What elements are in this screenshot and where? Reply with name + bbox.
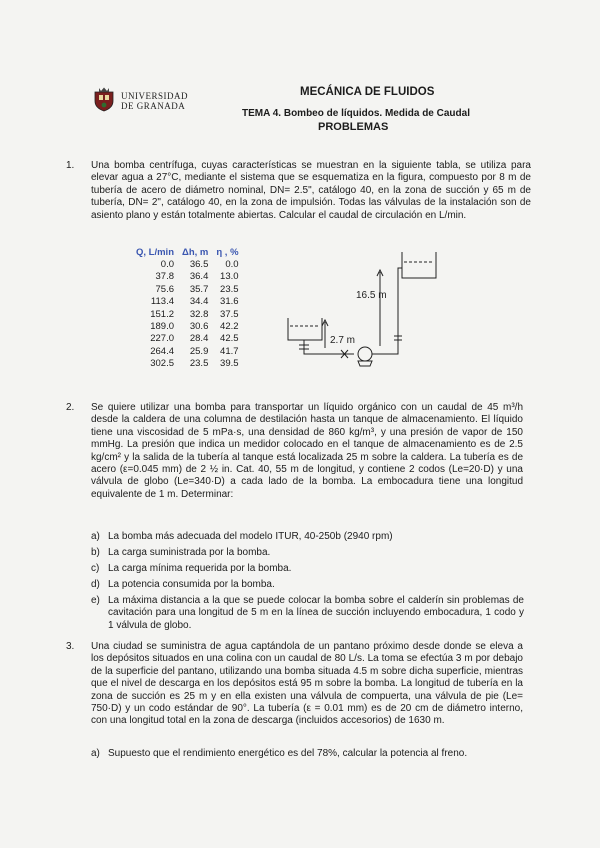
header-efficiency: η , % xyxy=(216,247,239,258)
table-cell: 34.4 xyxy=(189,296,209,308)
problem-2-item-b-text: La carga suministrada por la bomba. xyxy=(108,547,271,558)
header-head: Δh, m xyxy=(182,247,209,258)
problem-2-item-d-text: La potencia consumida por la bomba. xyxy=(108,579,275,590)
height-label-suction: 2.7 m xyxy=(330,335,356,346)
table-row xyxy=(134,358,245,370)
table-cell: 264.4 xyxy=(150,345,174,357)
height-label-discharge: 16.5 m xyxy=(356,290,387,301)
table-row xyxy=(134,284,245,296)
problem-2-text: Se quiere utilizar una bomba para transportar un líquido orgánico con un caudal de 45 m³/h desde la caldera de una columna de destilación hasta un tanque de almacenamiento. El líquido tiene una viscosidad de 5 mPa·s, una densidad de 860 kg/m³, y una presión de vapor de 150 mmHg. La presión que indica un medidor colocado en el tanque de almacenamiento es de 2.5 kg/cm² y la salida de la tubería al tanque está localizada 25 m sobre la caldera. La tubería es de acero (ε=0.045 mm) de 2 ½ in. Cat. 40, 55 m de longitud, y contiene 2 codos (Le=20·D) y una válvula de globo (Le=340·D) a cada lado de la bomba. La embocadura tiene una longitud equivalente de 1 m. Determinar: xyxy=(91,402,523,500)
table-cell: 0.0 xyxy=(160,259,174,270)
problem-2-item-c-label: c) xyxy=(91,563,100,574)
header-flow: Q, L/min xyxy=(136,247,174,258)
table-cell: 28.4 xyxy=(189,333,209,345)
pumping-system-diagram xyxy=(286,250,536,380)
problem-1-number: 1. xyxy=(66,160,75,171)
table-row xyxy=(134,333,245,345)
table-row xyxy=(134,346,245,358)
table-cell: 227.0 xyxy=(150,333,174,345)
table-cell: 113.4 xyxy=(150,296,174,308)
problem-2-item-e-label: e) xyxy=(91,595,100,606)
university-crest-icon xyxy=(92,86,116,112)
university-line-2: DE GRANADA xyxy=(121,101,186,111)
section-title: PROBLEMAS xyxy=(318,121,389,133)
problem-2-item-a-label: a) xyxy=(91,531,100,542)
upper-tank xyxy=(402,252,436,278)
problem-2-item-d-label: d) xyxy=(91,579,100,590)
problem-2-item-c-text: La carga mínima requerida por la bomba. xyxy=(108,563,292,574)
table-cell: 30.6 xyxy=(189,321,209,333)
table-cell: 35.7 xyxy=(189,283,209,295)
table-cell: 42.5 xyxy=(220,333,239,345)
problem-3-text: Una ciudad se suministra de agua captándola de un pantano próximo desde donde se eleva a los depósitos situados en una colina con un caudal de 80 L/s. La toma se efectúa 3 m por debajo de la superficie del pantano, utilizando una bomba situada 4.5 m sobre dicha superficie, mientras que el nivel de descarga en los depósitos está 95 m sobre la bomba. La longitud de tubería en la zona de succión es 25 m y en ella existen una válvula de compuerta, una válvula de pie (Le= 750·D) y un codo estándar de 90°. La tubería (ε = 0.01 mm) es de 20 cm de diámetro interno, con una longitud total en la zona de descarga (incluidos accesorios) de 1630 m. xyxy=(91,641,523,727)
university-line-1: UNIVERSIDAD xyxy=(121,91,188,101)
table-cell: 32.8 xyxy=(189,308,209,320)
table-cell: 75.6 xyxy=(155,283,174,295)
problem-2-item-e-text: La máxima distancia a la que se puede colocar la bomba sobre el calderín sin problemas de cavitación para una longitud de 5 m en la línea de succión incluyendo embocadura, 1 codo y 1 válvula de globo. xyxy=(108,595,524,631)
topic-title: TEMA 4. Bombeo de líquidos. Medida de Caudal xyxy=(242,108,470,119)
problem-3-item-a-text: Supuesto que el rendimiento energético es del 78%, calcular la potencia al freno. xyxy=(108,748,468,759)
pump-characteristics-table xyxy=(134,247,245,371)
table-cell: 23.5 xyxy=(220,283,239,295)
university-name xyxy=(121,91,188,111)
problem-1-text: Una bomba centrífuga, cuyas características se muestran en la siguiente tabla, se utiliza para elevar agua a 27°C, mediante el sistema que se esquematiza en la figura, compuesto por 8 m de tubería de acero de diámetro nominal, DN= 2.5", catálogo 40, en la zona de succión y 65 m de tubería, DN= 2", catálogo 40, en la zona de impulsión. Todas las válvulas de la instalación son de asiento plano y están totalmente abiertas. Calcular el caudal de circulación en L/min. xyxy=(91,160,531,221)
pump-icon xyxy=(358,347,372,361)
table-cell: 13.0 xyxy=(220,271,239,283)
lower-tank xyxy=(288,318,322,340)
table-header-row xyxy=(134,247,245,259)
table-cell: 39.5 xyxy=(220,358,239,370)
table-cell: 0.0 xyxy=(225,259,239,270)
table-row xyxy=(134,296,245,308)
table-cell: 25.9 xyxy=(189,345,209,357)
table-cell: 151.2 xyxy=(150,308,174,320)
discharge-pipe xyxy=(372,268,402,354)
table-cell: 31.6 xyxy=(220,296,239,308)
table-cell: 36.4 xyxy=(189,271,209,283)
problem-2-number: 2. xyxy=(66,402,75,413)
table-cell: 37.5 xyxy=(220,308,239,320)
table-cell: 37.8 xyxy=(155,271,174,283)
problem-3-item-a-label: a) xyxy=(91,748,100,759)
table-cell: 302.5 xyxy=(150,358,174,370)
table-row xyxy=(134,259,245,271)
problem-2-item-b-label: b) xyxy=(91,547,100,558)
table-cell: 42.2 xyxy=(220,321,239,333)
problem-2-item-a-text: La bomba más adecuada del modelo ITUR, 40-250b (2940 rpm) xyxy=(108,531,393,542)
table-row xyxy=(134,321,245,333)
table-cell: 189.0 xyxy=(150,321,174,333)
table-cell: 41.7 xyxy=(220,345,239,357)
table-cell: 23.5 xyxy=(189,358,209,370)
table-row xyxy=(134,309,245,321)
table-cell: 36.5 xyxy=(189,259,209,270)
problem-3-number: 3. xyxy=(66,641,75,652)
course-title: MECÁNICA DE FLUIDOS xyxy=(300,86,435,98)
table-row xyxy=(134,271,245,283)
